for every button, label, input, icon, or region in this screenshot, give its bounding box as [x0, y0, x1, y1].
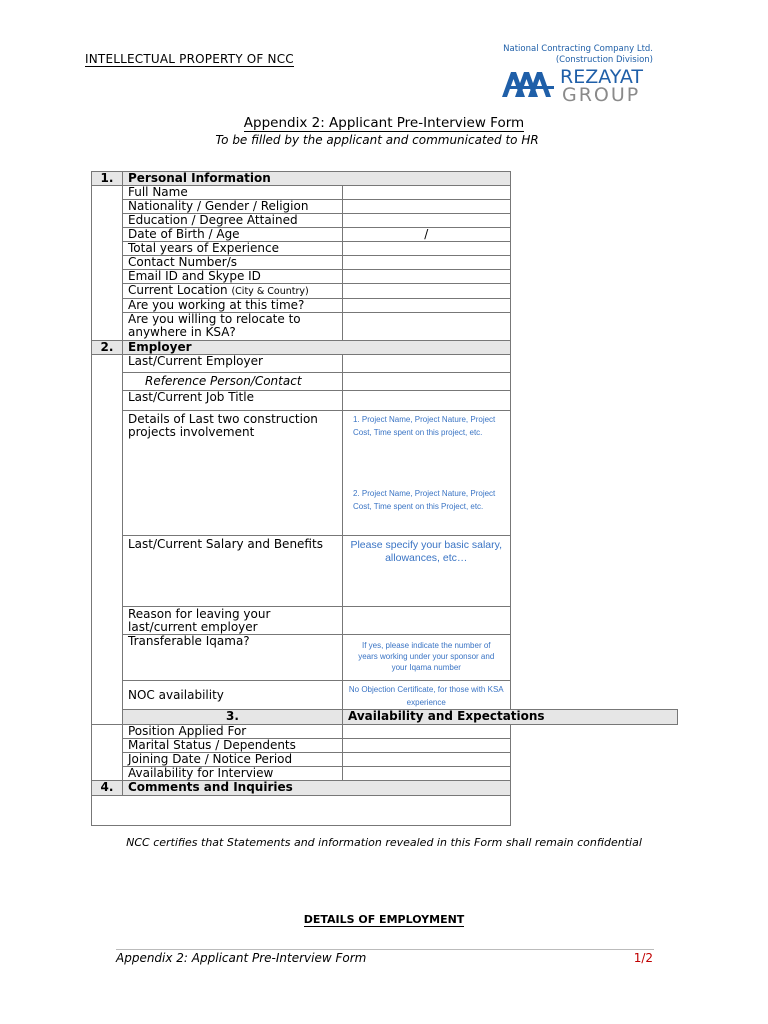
- footer-title: Appendix 2: Applicant Pre-Interview Form: [116, 951, 367, 965]
- label-reason: Reason for leaving your last/current employer: [123, 607, 343, 635]
- section-availability: [92, 710, 678, 725]
- pre-interview-form-table: [91, 171, 678, 826]
- field-salary[interactable]: [343, 536, 511, 607]
- section-title: Personal Information: [123, 172, 511, 186]
- section-title: Employer: [123, 341, 511, 355]
- iqama-hint: If yes, please indicate the number of years working under your sponsor and your Iqama number: [358, 641, 495, 672]
- form-subtitle: To be filled by the applicant and communicated to HR: [215, 133, 539, 147]
- section-1-spacer: [92, 186, 123, 341]
- field-noc[interactable]: [343, 681, 511, 710]
- field-experience[interactable]: [343, 242, 511, 256]
- label-email: Email ID and Skype ID: [123, 270, 343, 284]
- field-comments[interactable]: [92, 796, 511, 826]
- section-number: 2.: [92, 341, 123, 355]
- field-projects[interactable]: [343, 411, 511, 536]
- field-last-employer[interactable]: [343, 355, 511, 373]
- field-contact[interactable]: [343, 256, 511, 270]
- field-iqama[interactable]: [343, 635, 511, 681]
- section-2-spacer: [92, 355, 123, 725]
- label-projects: Details of Last two construction projects involvement: [123, 411, 343, 536]
- location-note: (City & Country): [231, 286, 309, 297]
- label-relocate: Are you willing to relocate to anywhere in KSA?: [123, 313, 343, 341]
- section-title: Comments and Inquiries: [123, 781, 511, 796]
- label-position: Position Applied For: [123, 725, 343, 739]
- label-dob: Date of Birth / Age: [123, 228, 343, 242]
- section-employer: [92, 341, 678, 355]
- label-last-employer: Last/Current Employer: [123, 355, 343, 373]
- field-interview[interactable]: [343, 767, 511, 781]
- field-working[interactable]: [343, 299, 511, 313]
- field-education[interactable]: [343, 214, 511, 228]
- footer-divider: [116, 949, 654, 950]
- label-marital: Marital Status / Dependents: [123, 739, 343, 753]
- label-nationality: Nationality / Gender / Religion: [123, 200, 343, 214]
- label-reference: Reference Person/Contact: [123, 373, 343, 391]
- section-personal-information: [92, 172, 678, 186]
- section-3-spacer: [92, 725, 123, 781]
- label-salary: Last/Current Salary and Benefits: [123, 536, 343, 607]
- label-contact: Contact Number/s: [123, 256, 343, 270]
- noc-hint: No Objection Certificate, for those with KSA experience: [348, 685, 504, 707]
- section-number: 3.: [123, 710, 343, 725]
- label-job-title: Last/Current Job Title: [123, 391, 343, 411]
- svg-text:REZAYAT: REZAYAT: [560, 66, 644, 88]
- field-reference[interactable]: [343, 373, 511, 391]
- label-full-name: Full Name: [123, 186, 343, 200]
- svg-text:GROUP: GROUP: [562, 84, 641, 102]
- rezayat-logo: [502, 64, 662, 102]
- section-number: 4.: [92, 781, 123, 796]
- label-working: Are you working at this time?: [123, 299, 343, 313]
- label-experience: Total years of Experience: [123, 242, 343, 256]
- label-education: Education / Degree Attained: [123, 214, 343, 228]
- salary-hint: Please specify your basic salary, allowances, etc…: [350, 539, 503, 564]
- company-line-2: (Construction Division): [555, 55, 653, 65]
- field-relocate[interactable]: [343, 313, 511, 341]
- details-of-employment-heading: DETAILS OF EMPLOYMENT: [303, 913, 465, 926]
- field-reason[interactable]: [343, 607, 511, 635]
- company-name: [503, 44, 653, 66]
- project-2-hint: 2. Project Name, Project Nature, Project Cost, Time spent on this Project, etc.: [353, 489, 496, 511]
- page-number: 1/2: [633, 951, 653, 965]
- label-iqama: Transferable Iqama?: [123, 635, 343, 681]
- dob-separator: /: [424, 227, 429, 241]
- field-location[interactable]: [343, 284, 511, 299]
- field-full-name[interactable]: [343, 186, 511, 200]
- label-joining: Joining Date / Notice Period: [123, 753, 343, 767]
- field-email[interactable]: [343, 270, 511, 284]
- field-dob[interactable]: [343, 228, 511, 242]
- label-interview: Availability for Interview: [123, 767, 343, 781]
- field-job-title[interactable]: [343, 391, 511, 411]
- form-title: Appendix 2: Applicant Pre-Interview Form: [243, 115, 525, 131]
- company-line-1: National Contracting Company Ltd.: [503, 44, 653, 54]
- field-marital[interactable]: [343, 739, 511, 753]
- field-nationality[interactable]: [343, 200, 511, 214]
- section-title: Availability and Expectations: [343, 710, 678, 725]
- field-position[interactable]: [343, 725, 511, 739]
- label-location: Current Location (City & Country): [123, 284, 343, 299]
- project-1-hint: 1. Project Name, Project Nature, Project Cost, Time spent on this project, etc.: [353, 415, 496, 437]
- field-joining[interactable]: [343, 753, 511, 767]
- label-noc: NOC availability: [123, 681, 343, 710]
- section-number: 1.: [92, 172, 123, 186]
- ip-notice: INTELLECTUAL PROPERTY OF NCC: [85, 52, 294, 66]
- section-comments: [92, 781, 678, 796]
- confidentiality-statement: NCC certifies that Statements and information revealed in this Form shall remain confidential: [126, 836, 642, 849]
